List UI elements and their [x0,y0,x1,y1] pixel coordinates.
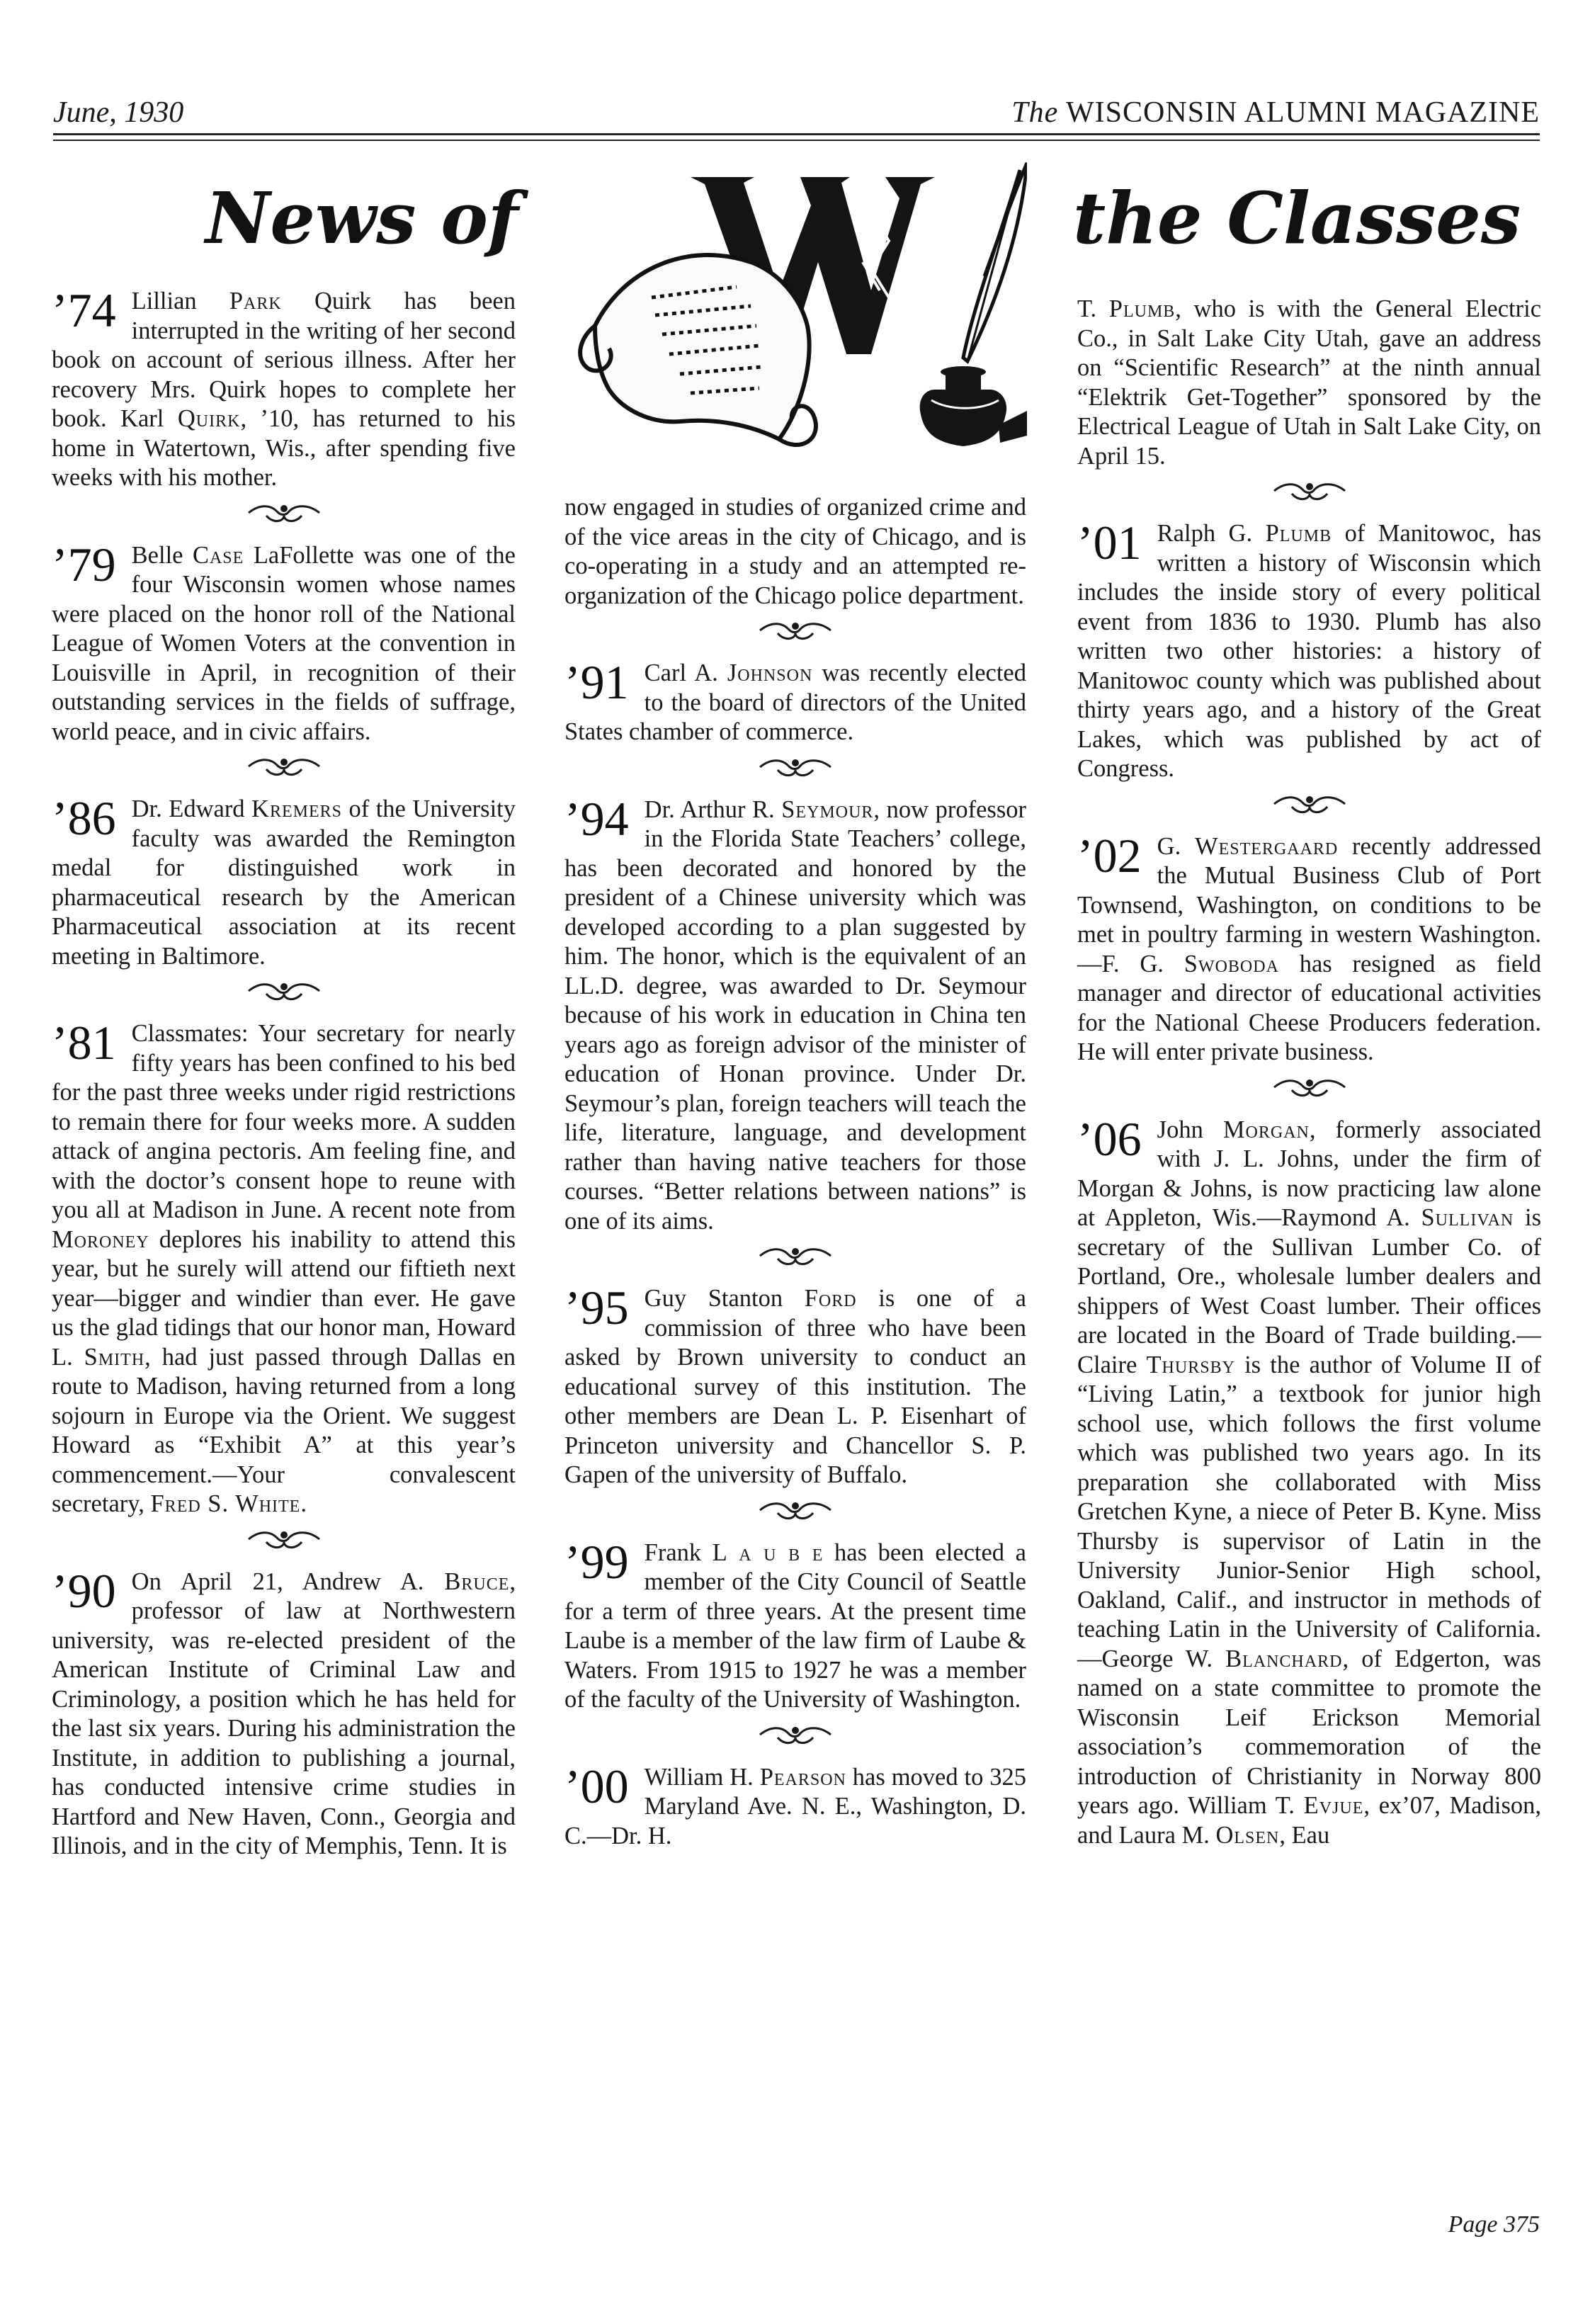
class-note-1881 [52,1016,516,1519]
quill-scroll-letter-w-icon [567,156,1027,475]
person-name: Olsen [1215,1821,1280,1849]
note-text: Guy Stanton [644,1285,805,1312]
class-note-1879 [52,537,516,747]
class-year: ’00 [564,1759,629,1813]
class-year: ’06 [1077,1111,1142,1166]
note-text: Lillian [131,288,229,314]
person-name: Morgan [1222,1116,1310,1143]
person-name: L a u b e [712,1538,824,1566]
class-note-1886 [52,791,516,971]
person-name: Westergaard [1195,832,1339,860]
person-name: Plumb [1108,295,1176,322]
person-name: Plumb [1265,520,1332,547]
note-body [52,791,516,970]
note-text: , who is with the General Electric Co., in Salt Lake City Utah, gave an address on “Scientific Research” at the ninth annual “Elektrik Get-Together” sponsored by the Electrical League of Utah in Salt Lake City, on April 15. [1077,295,1542,470]
class-note-1874 [52,283,516,493]
person-name: Sullivan [1421,1204,1514,1231]
note-body [564,791,1026,1235]
note-text: of Manitowoc, has written a history of Wisconsin which includes the inside story of every political event from 1836 to 1930. Plumb has also written two other histories: a history of Manitowoc county which was published about thirty years ago, and a history of the Great Lakes, which was published by act of Congress. [1077,520,1541,782]
note-text: , now professor in the Florida State Teachers’ college, has been decorated and honored by the president of a Chinese university which was developed according to a plan suggested by him. The honor, which is the equivalent of an LL.D. degree, was awarded to Dr. Seymour because of his work in education in China ten years ago as foreign advisor of the minister of education of Honan province. Under Dr. Seymour’s plan, foreign teachers will teach the life, literature, language, and development rather than having native teachers for those courses. “Better relations between nations” is one of its aims. [564,795,1026,1235]
note-text: . [300,1490,307,1517]
person-name: Fred S. White [150,1490,301,1517]
note-text: , professor of law at Northwestern university, was re-elected president of the American Institute of Criminal Law and Criminology, a position which he has held for the last six years. During his administration the Institute, in addition to publishing a journal, has conducted intensive crime studies in Hartford and New Haven, Conn., Georgia and Illinois, and in the city of Memphis, Tenn. It is [52,1568,516,1859]
scroll-paper [595,255,810,439]
person-name: Moroney [52,1225,149,1253]
note-body [1077,516,1541,782]
person-name: Evjue [1303,1792,1364,1819]
class-note-1894 [564,791,1026,1237]
note-text: was recently elected to the board of directors of the United States chamber of commerce. [564,659,1026,745]
class-year: ’86 [52,791,116,845]
class-note-1895 [564,1281,1026,1490]
class-note-1906 [1077,1111,1541,1851]
running-head-magazine: WISCONSIN ALUMNI MAGAZINE [1066,96,1540,129]
note-text: , formerly associated with J. L. Johns, under the firm of Morgan & Johns, is now practicing law alone at Appleton, Wis.—Raymond A. [1077,1116,1541,1231]
class-year: ’99 [564,1534,629,1589]
note-text: John [1157,1116,1223,1143]
floral-divider-icon [245,1526,323,1552]
note-text: is secretary of the Sullivan Lumber Co. of Portland, Ore., wholesale lumber dealers and shippers of West Coast lumber. Their offices are located in the Board of Trade building.—Claire [1077,1204,1541,1378]
note-body [1077,828,1542,1066]
person-name: Case [192,541,244,569]
class-year: ’01 [1077,516,1142,569]
note-body [564,1759,1026,1849]
column-3 [1077,295,1541,1850]
note-body [52,1563,516,1860]
note-text: , ex’07, Madison, and Laura M. [1077,1792,1541,1849]
note-text: recently addressed the Mutual Business Club of Port Townsend, Washington, on conditions to be met in poultry farming in western Washington.—F. G. [1077,832,1541,977]
floral-divider-icon [245,754,323,779]
person-name: Blanchard [1225,1645,1343,1672]
running-head-the: The [1011,96,1059,129]
note-text: has moved to 325 Maryland Ave. N. E., Washington, D. C.—Dr. H. [564,1763,1026,1849]
note-text: LaFollette was one of the four Wisconsin women whose names were placed on the honor roll of the National League of Women Voters at the convention in Louisville in April, in recognition of their outstanding services in the fields of suffrage, world peace, and in civic affairs. [52,541,516,745]
class-note-1901 [1077,516,1541,784]
class-year: ’02 [1077,828,1142,883]
person-name: Seymour [781,795,874,823]
class-year: ’95 [564,1281,629,1334]
person-name: Johnson [727,659,813,686]
note-body [52,537,516,745]
page-number: Page 375 [1448,2211,1540,2238]
person-name: Kremers [251,795,342,822]
floral-divider-icon [756,1497,834,1523]
floral-divider-icon [756,618,834,643]
note-text: has been elected a member of the City Council of Seattle for a term of three years. At the present time Laube is a member of the law firm of Laube & Waters. From 1915 to 1927 he was a member of the faculty of the University of Washington. [564,1538,1026,1713]
column-1 [52,283,516,1861]
person-name: Smith [84,1343,145,1371]
note-text: , of Edgerton, was named on a state committee to promote the Wisconsin Leif Erickson Memorial association’s commemoration of the introduction of Christianity in Norway 800 years ago. William T. [1077,1645,1541,1819]
column-2 [564,493,1026,1851]
note-text: William H. [644,1763,760,1791]
person-name: Swoboda [1184,950,1279,977]
note-text: deplores his inability to attend this year, but he surely will attend our fiftieth next year—bigger and windier than ever. He gave us the glad tidings that our honor man, Howard L. [52,1225,516,1371]
person-name: Bruce [444,1568,510,1595]
floral-divider-icon [756,754,834,780]
note-text: Ralph G. [1157,520,1266,547]
note-text: Dr. Arthur R. [644,795,782,823]
person-name: Pearson [759,1763,846,1791]
note-body [52,1016,516,1517]
floral-divider-icon [756,1243,834,1269]
note-text: Frank [644,1538,713,1566]
person-name: Quirk [177,405,241,432]
class-year: ’74 [52,283,116,337]
note-text: Belle [131,541,193,569]
class-year: ’91 [564,655,629,709]
class-year: ’94 [564,791,629,846]
note-text: is one of a commission of three who have been asked by Brown university to conduct an educational survey of this institution. The other members are Dean L. P. Eisenhart of Princeton university and Chancellor S. P. Gapen of the university of Buffalo. [564,1285,1026,1488]
note-text: Carl A. [644,659,727,686]
note-body [564,655,1026,745]
note-text: has resigned as field manager and director of educational activities for the National Cheese Producers federation. He will enter private business. [1077,950,1542,1065]
note-text: Dr. Edward [131,795,252,822]
class-note-1890 [52,1563,516,1861]
inkwell [920,390,1006,446]
header-rule [53,133,1540,135]
note-text: Quirk has been interrupted in the writing of her second book on account of serious illness. After her recovery Mrs. Quirk hopes to complete her book. Karl [52,288,516,432]
section-title-right: the Classes [1073,176,1521,260]
class-note-1902 [1077,828,1542,1067]
class-year: ’79 [52,537,116,591]
header-rule-thin [53,140,1540,141]
note-text: now engaged in studies of organized crime and of the vice areas in the city of Chicago, and is co-operating in a study and an attempted re-organization of the Chicago police department. [564,494,1026,609]
note-body [52,283,516,491]
class-note-1900 [564,1759,1026,1852]
note-text: Classmates: Your secretary for nearly fifty years has been confined to his bed for the past three weeks under rigid restrictions to remain there for four weeks more. A sudden attack of angina pectoris. Am feeling fine, and with the doctor’s consent hope to reune with you all at Madison in June. A recent note from [52,1020,516,1223]
class-year: ’81 [52,1016,116,1070]
note-body [1077,1111,1541,1849]
note-text: , had just passed through Dallas en route to Madison, having returned from a long sojourn in Europe via the Orient. We suggest Howard as “Exhibit A” at this year’s commencement.—Your convalescent secretary, [52,1343,516,1517]
running-head-title [1011,98,1540,127]
floral-divider-icon [245,500,323,526]
person-name: Thursby [1146,1351,1235,1378]
note-text: is the author of Volume II of “Living Latin,” a textbook for junior high school use, which follows the first volume which was published two years ago. In its preparation she collaborated with Miss Gretchen Kyne, a niece of Peter B. Kyne. Miss Thursby is supervisor of Latin in the University Junior-Senior High school, Oakland, Calif., and instructor in methods of teaching Latin in the University of California.—George W. [1077,1351,1541,1672]
person-name: Park [229,288,282,314]
note-body [564,1534,1026,1713]
note-text: , ’10, has returned to his home in Watertown, Wis., after spending five weeks with his mother. [52,405,516,491]
class-note-1900-continued [1077,295,1541,471]
class-note-1890-continued [564,493,1026,611]
floral-divider-icon [756,1722,834,1747]
running-head-date: June, 1930 [53,96,184,129]
class-note-1899 [564,1534,1026,1715]
note-text: , Eau [1279,1821,1330,1849]
note-text: of the University faculty was awarded the Remington medal for distinguished work in pharmaceutical research by the American Pharmaceutical association at its recent meeting in Baltimore. [52,795,516,970]
class-note-1891 [564,655,1026,747]
note-text: G. [1157,832,1195,860]
person-name: Ford [804,1285,857,1312]
floral-divider-icon [1271,1075,1349,1100]
class-year: ’90 [52,1563,116,1618]
note-text: On April 21, Andrew A. [131,1568,445,1595]
note-text: T. [1077,295,1109,322]
floral-divider-icon [245,978,323,1004]
floral-divider-icon [1271,791,1349,817]
note-body [564,1281,1026,1488]
floral-divider-icon [1271,478,1349,504]
section-title-left: News of [205,176,518,260]
